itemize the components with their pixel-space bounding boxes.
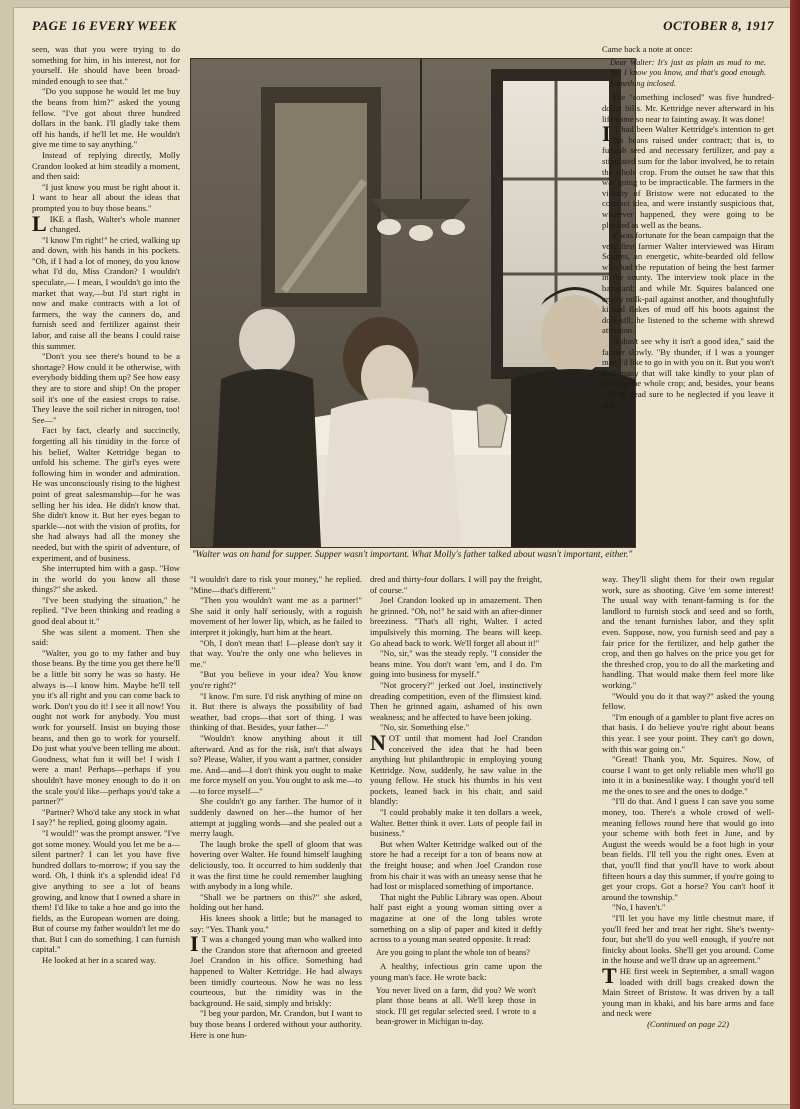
- dining-scene-illustration: [191, 59, 635, 547]
- paragraph: "Great! Thank you, Mr. Squires. Now, of course I want to get only reliable men who'll go into it in a businesslike way. I thought you'd tell me the ones to see and the ones to dodge.": [602, 754, 774, 796]
- paragraph: Instead of replying directly, Molly Crandon looked at him steadily a moment, and then said:: [32, 149, 180, 182]
- paragraph: "I beg your pardon, Mr. Crandon, but I want to buy those beans I ordered without your authority. Here is one hun-: [190, 1008, 362, 1040]
- paragraph: A healthy, infectious grin came upon the young man's face. He wrote back:: [370, 961, 542, 982]
- paragraph: "I know I'm right!" he cried, walking up and down, with his hands in his pockets. "Oh, if I had a lot of money, do you know what I'd do, Miss Crandon? I wouldn't speculate,— I mean, I wouldn't go into the market that way,—but I'd start right in now and make contracts with a lot of farmers, the way the canners do, and furnish seed and fertilizer against their labor, and raise all the beans I could raise this summer.: [32, 234, 180, 351]
- paragraph: "Partner? Who'd take any stock in what I say?" he replied, going gloomy again.: [32, 806, 180, 828]
- paragraph: She couldn't go any farther. The humor of it suddenly dawned on her—the humor of her attempt at juggling words—and she pealed out a merry laugh.: [190, 796, 362, 839]
- paragraph: He looked at her in a scared way.: [42, 955, 156, 966]
- paragraph: "No, sir," was the steady reply. "I consider the beans mine. You don't want 'em, and I do. I'm going into business for myself.": [370, 648, 542, 680]
- header-date: OCTOBER 8, 1917: [663, 18, 774, 33]
- paragraph: "I know. I'm sure. I'd risk anything of mine on it. But there is always the possibility of bad weather, bad crops—that sort of thing. I was thinking of that. Besides, your father—": [190, 690, 362, 733]
- paragraph: "I could probably make it ten dollars a week, Walter. Better think it over. Lots of people fail in business.": [370, 807, 542, 839]
- column-4-continued: [602, 574, 774, 1104]
- paragraph: "I wouldn't dare to risk your money," he replied. "Mine—that's different.": [190, 574, 362, 595]
- paragraph: "Oh, I don't mean that! I—please don't say it that way. You're the only one who believes in me.": [190, 637, 362, 669]
- header-page-number: PAGE 16 EVERY WEEK: [32, 18, 177, 33]
- magazine-page: [14, 8, 790, 1104]
- paragraph: "Shall we be partners on this?" she asked, holding out her hand.: [190, 891, 362, 913]
- paragraph: "I just know you must be right about it. I want to hear all about the ideas that prompted you to buy those beans.": [32, 181, 180, 213]
- paragraph: Fact by fact, clearly and succinctly, forgetting all his timidity in the force of his belief, Walter Kettridge began to unfold his scheme. The girl's eyes were following him in wonder and admiration. He was unconsciously rising to the highest point of great salesmanship—for he was selling her his idea. He didn't know that. She didn't know it. But her eyes began to sparkle—not with the vision of profits, for she had always had all the money she needed, but with the spirit of adventure, of experiment, and of business.: [32, 425, 180, 563]
- illustration-caption: "Walter was on hand for supper. Supper wasn't important. What Molly's father talked about wasn't important, either.": [191, 550, 633, 560]
- paragraph: "I'm enough of a gambler to plant five acres on that basis. I do believe you're right about beans this year. I see your point. They can't go down, with this war going on.": [602, 711, 774, 754]
- column-1: [32, 44, 180, 1104]
- paragraph: seen, was that you were trying to do something for him, in his interest, not for yourself. He should have been broad-minded enough to see that.": [32, 44, 180, 86]
- paragraph: "I'll let you have my little chestnut mare, if you'll feed her and treat her right. She's twenty-four, but she'll do you well enough, if you're not finicky about looks. She'll get you around. Come in the house and we'll draw up an agreement.": [602, 913, 774, 966]
- section-opening: THE first week in September, a small wagon loaded with drill bags creaked down the Main Street of Bristow. It was driven by a tall young man in khaki, and his bare arms and face and neck were: [602, 962, 774, 1019]
- column-3: [370, 574, 542, 1104]
- paragraph: She interrupted him with a gasp. "How in the world do you know all those things?" she asked.: [32, 563, 180, 595]
- paragraph: "Would you do it that way?" asked the young fellow.: [602, 690, 774, 712]
- paragraph: "I don't see why it isn't a good idea," said the farmer slowly. "By thunder, if I was a younger man I'd like to go in with you on it. But you won't find many that will take kindly to your plan of owning the whole crop; and, besides, your beans will be dead sure to be neglected if you leave it that: [602, 336, 774, 410]
- paragraph: "I'll do that. And I guess I can save you some money, too. There's a whole crowd of well-meaning fellows round here that would go into your scheme with both feet in June, and by August the weeds would be a foot high in your bean fields. I'll tell you the right ones. Even at that, you'll find that you'll have to work about fifteen hours a day this summer, if you're going to get your crops. Got a horse? You can't hoof it around the township.": [602, 796, 774, 902]
- continued-notice: (Continued on page 22): [647, 1018, 729, 1029]
- paragraph: Came back a note at once:: [602, 44, 693, 54]
- paragraph: The laugh broke the spell of gloom that was hovering over Walter. He found himself laughing deliciously, too. It occurred to him suddenly that it was the first time he could remember laughing with anybody in a long while.: [190, 838, 362, 892]
- paragraph: But when Walter Kettridge walked out of the store he had a receipt for a ton of beans now at the freight house; and when Joel Crandon rose from his chair it was with an uneasy sense that he had lost or misplaced something of importance.: [370, 838, 542, 892]
- page-header: [32, 18, 774, 36]
- paragraph: "Do you suppose he would let me buy the beans from him?" asked the young fellow. "I've got about three hundred dollars in the bank. I'll gladly take them off his hands, if he'll let me. He wouldn't give me time to say anything.": [32, 86, 180, 150]
- paragraph: The "something inclosed" was five hundred-dollar bills. Mr. Kettridge never afterward in his life came so near to fainting away. It was done!: [602, 92, 774, 124]
- paragraph: "Then you wouldn't want me as a partner!" She said it only half seriously, with a roguish movement of her lower lip, which, as he failed to interpret it jokingly, hurt him at the heart.: [190, 595, 362, 637]
- section-opening: IT was a changed young man who walked into the Crandon store that afternoon and greeted Joel Crandon in his office. Something had happened to Walter Kettridge. He had always been timidly courteous. Now he was no less courteous, but the timidity was in the background. He said, simply and briskly:: [190, 931, 362, 1008]
- note-text: You never lived on a farm, did you? We won't plant those beans at all. We'll keep those in stock. I'll get regular selected seed. I wrote to a bean-grower in Michigan to-day.: [376, 985, 536, 1027]
- section-opening: LIKE a flash, Walter's whole manner changed.: [32, 210, 180, 236]
- paragraph: way. They'll slight them for their own regular work, sure as shooting. Give 'em some interest! The usual way with tenant-farming is for the landlord to furnish stock and seed and so forth, and the tenant furnishes labor, and they split even. Suppose, now, you furnish seed and pay a fair price for the fertilizer, and help gather the crop, and then go halves on the price you get for the threshed crop, you to do all the marketing and handling. That would make them feel more like working.": [602, 574, 774, 690]
- binding-spine: [790, 0, 800, 1109]
- paragraph: "I've been studying the situation," he replied. "I've been thinking and reading a good deal about it.": [32, 594, 180, 627]
- paragraph: dred and thirty-four dollars. I will pay the freight, of course.": [370, 574, 542, 595]
- paragraph: "No, sir. Something else.": [380, 722, 470, 733]
- paragraph: "Wouldn't know anything about it till afterward. And as for the risk, isn't that always so? Please, Walter, if you want a partner, consider me. And—and—I don't think you ought to make me force myself on you. You ought to ask me—to—to force myself—": [190, 732, 362, 796]
- paragraph: "I would!" was the prompt answer. "I've got some money. Would you let me be a—silent partner? I can let you have five hundred dollars to-morrow; if you say the word. Oh, I think it's a splendid idea! I'd give anything to see a lot of beans growing, and know that I owned a share in them! I'd like to take a hoe and go into the fields, as the European women are doing. But of course my father wouldn't let me do that. But I can do something. I can furnish capital.": [32, 827, 180, 955]
- paragraph: She was silent a moment. Then she said:: [32, 626, 180, 648]
- paragraph: Joel Crandon looked up in amazement. Then he grinned. "Oh, no!" he said with an after-dinner breeziness. "That's all right, Walter. I acted impulsively this morning. The beans will keep. Go ahead back to work. We'll forget all about it!": [370, 595, 542, 648]
- paragraph: That night the Public Library was open. About half past eight a young woman sitting over a magazine at one of the long tables wrote something on a slip of paper and kited it deftly across to a young man seated opposite. It read:: [370, 891, 542, 945]
- note-text: Dear Walter: It's just as plain as mud to me. But I know you know, and that's good enough. Something inclosed.: [610, 57, 766, 88]
- note-text: Are you going to plant the whole ton of beans?: [376, 947, 530, 957]
- paragraph: "Don't you see there's bound to be a shortage? How could it be otherwise, with everybody bidding them up? See how easy they are to store and ship! On the proper soil it's one of the easiest crops to raise. They leave the soil richer in nitrogen, too! See—": [32, 351, 180, 425]
- paragraph: "Not grocery?" jerked out Joel, instinctively dreading competition, even of the flimsiest kind. Then he grinned again, ashamed of his own weakness; and he affected to have been joking.: [370, 679, 542, 722]
- section-opening: IT had been Walter Kettridge's intention to get his beans raised under contract; that is, to furnish seed and necessary fertilizer, and pay a stipulated sum for the labor involved, he to retain the whole crop. From the outset he saw that this was going to be impracticable. The farmers in the vicinity of Bristow were not educated to the contract idea, and were instantly suspicious that, whatever happened, they were going to be plucked as well as the beans.: [602, 121, 774, 230]
- paragraph: It was fortunate for the bean campaign that the very first farmer Walter interviewed was Hiram Squires, an energetic, white-bearded old fellow who had the reputation of being the best farmer in the county. The interview took place in the barnyard; and while Mr. Squires balanced one empty milk-pail against another, and thoughtfully kicked flakes of mud off his boots against the door-sill, he listened to the scheme with shrewd attention.: [602, 230, 774, 336]
- paragraph: His knees shook a little; but he managed to say: "Yes. Thank you.": [190, 913, 362, 934]
- column-4: [602, 44, 774, 590]
- paragraph: "No, I haven't.": [612, 902, 666, 913]
- section-opening: NOT until that moment had Joel Crandon conceived the idea that he had been anything but philanthropic in employing young Kettridge. Now, suddenly, he saw value in the young fellow. He stuck his thumbs in his vest pockets, leaned back in his chair, and said blandly:: [370, 729, 542, 807]
- column-2: [190, 574, 362, 1104]
- paragraph: "But you believe in your idea? You know you're right?": [190, 669, 362, 690]
- story-illustration: [190, 58, 636, 548]
- paragraph: "Walter, you go to my father and buy those beans. By the time you get there he'll be a little bit sorry he was so hasty. He always is—I know him. Maybe he'll tell you it's all right and you can come back to work. Don't you do it! I see it all now! You ought not work for anybody. You must work for yourself. Insist on buying those beans, and then go to work for yourself. Do just what you've been telling me about. Goodness, what fun it will be! I wish I were a man! Perhaps—perhaps if you shouldn't have money enough to do it on the scale you'd like—perhaps you'd take a partner?": [32, 647, 180, 807]
